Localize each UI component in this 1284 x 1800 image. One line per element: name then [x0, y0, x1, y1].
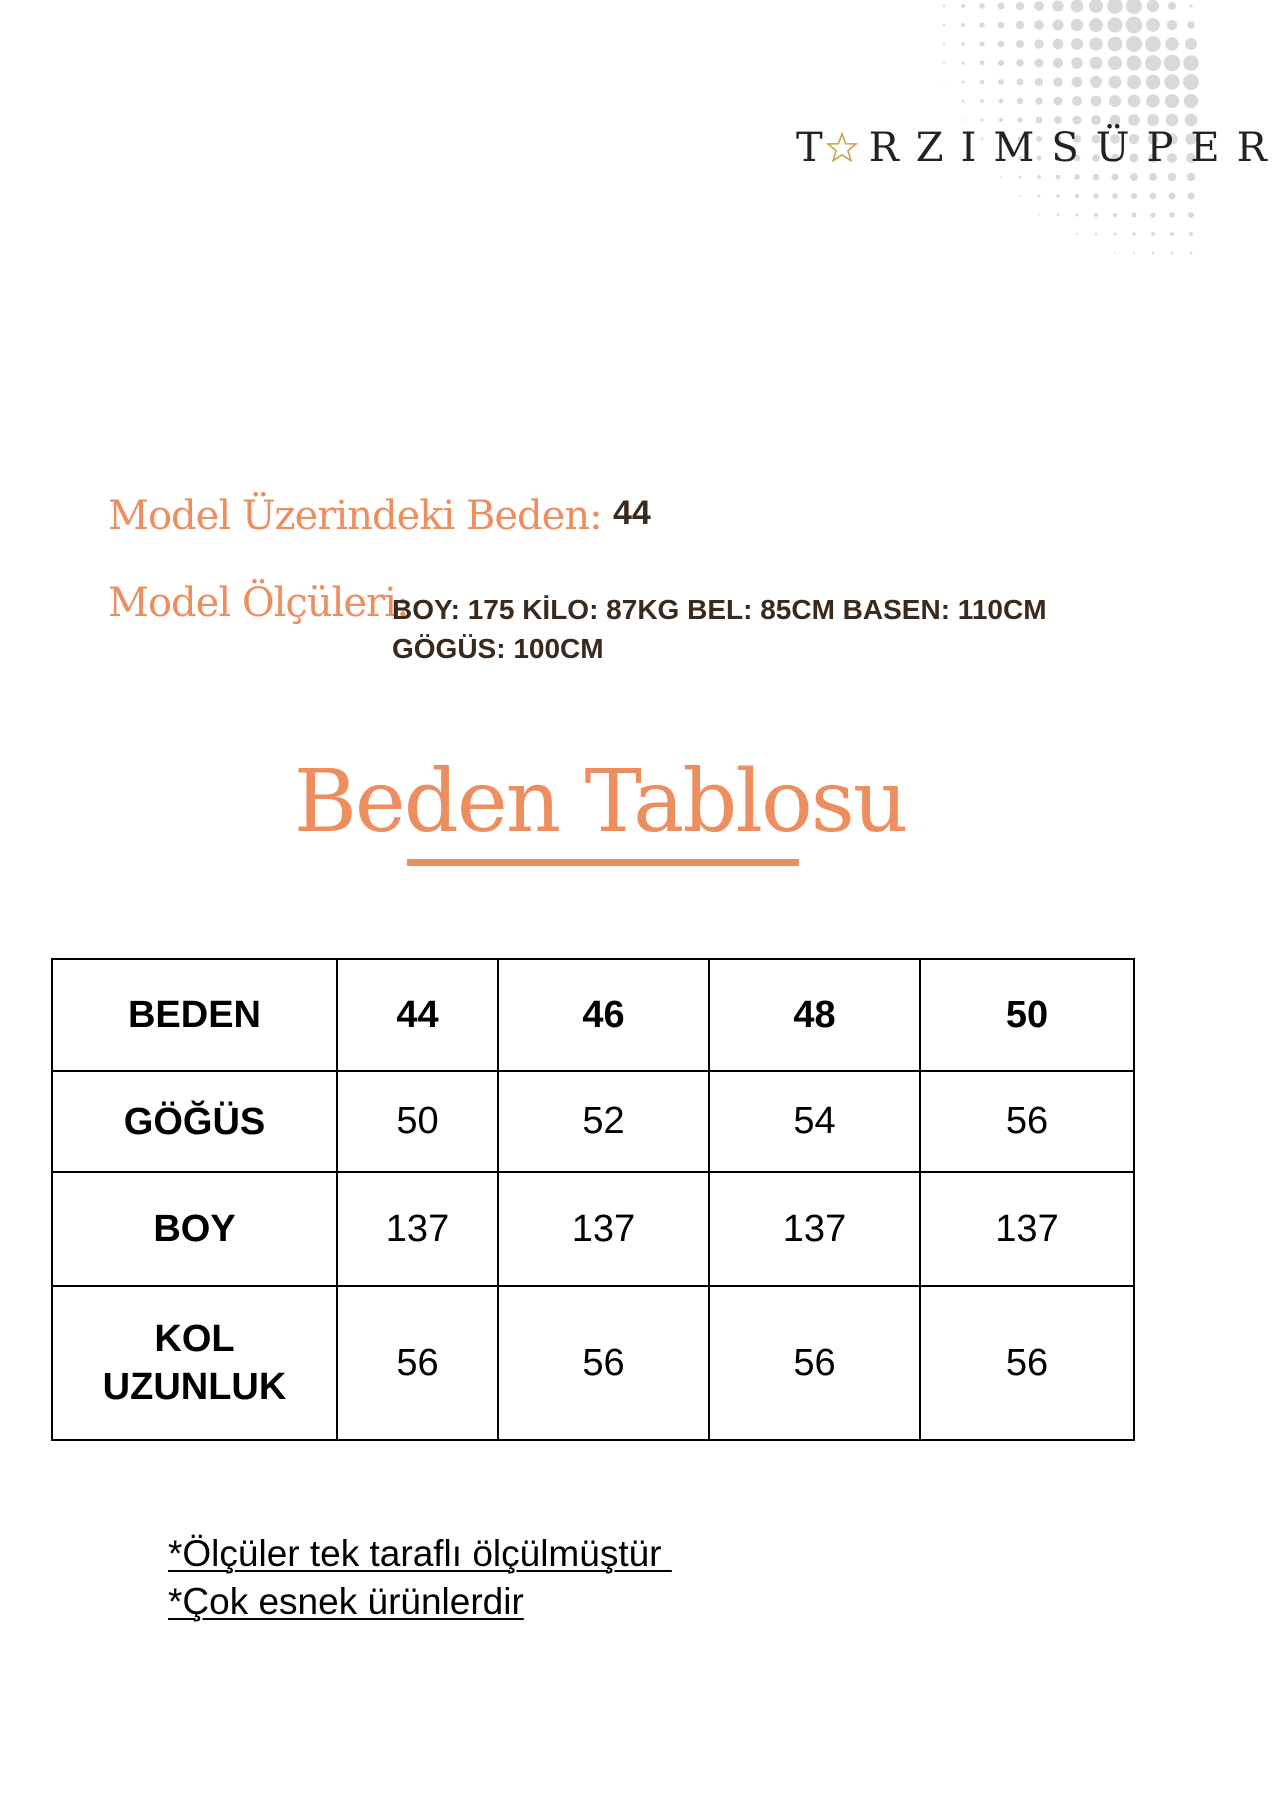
model-size-label: Model Üzerindeki Beden:: [108, 493, 602, 539]
decorative-dot: [979, 3, 984, 8]
brand-logo-text: RZIMSÜPER: [868, 125, 1284, 171]
decorative-dot: [1126, 17, 1143, 34]
decorative-dot: [1038, 214, 1040, 216]
decorative-dot: [1108, 75, 1121, 88]
model-measurements-line-2: GÖGÜS: 100CM: [392, 633, 604, 664]
table-cell: 137: [920, 1172, 1134, 1286]
decorative-dot: [1132, 213, 1137, 218]
decorative-dot: [943, 5, 946, 8]
notes: [168, 1530, 672, 1626]
decorative-dot: [1131, 193, 1137, 199]
table-cell: 56: [498, 1286, 709, 1440]
decorative-dot: [1146, 94, 1160, 108]
decorative-dot: [1089, 37, 1102, 50]
decorative-dot: [980, 118, 983, 121]
decorative-dot: [1168, 2, 1176, 10]
decorative-dot: [980, 80, 984, 84]
decorative-dot: [1108, 56, 1122, 70]
note-item: *Ölçüler tek taraflı ölçülmüştür: [168, 1533, 672, 1574]
decorative-dot: [1164, 55, 1181, 72]
table-cell: 56: [920, 1286, 1134, 1440]
decorative-dot: [1072, 96, 1082, 106]
decorative-dot: [998, 60, 1004, 66]
decorative-dot: [999, 118, 1003, 122]
decorative-dot: [1107, 17, 1122, 32]
decorative-dot: [980, 61, 985, 66]
decorative-dot: [1111, 173, 1118, 180]
decorative-dot: [1165, 37, 1178, 50]
decorative-dot: [1110, 115, 1121, 126]
table-cell: 54: [709, 1071, 920, 1172]
decorative-dot: [1189, 232, 1193, 236]
decorative-dot: [998, 98, 1003, 103]
decorative-dot: [962, 81, 965, 84]
decorative-dot: [1165, 94, 1179, 108]
table-row: [52, 1172, 1134, 1286]
decorative-dot: [1071, 0, 1084, 12]
table-header-cell: BEDEN: [52, 959, 337, 1071]
decorative-dot: [1187, 21, 1195, 29]
decorative-dot: [1184, 94, 1198, 108]
decorative-dot: [943, 62, 945, 64]
decorative-dot: [1126, 36, 1142, 52]
decorative-dot: [961, 4, 965, 8]
decorative-dot: [1095, 233, 1098, 236]
decorative-dot: [1053, 58, 1063, 68]
decorative-dot: [1034, 39, 1043, 48]
decorative-dot: [943, 43, 945, 45]
decorative-dot: [1112, 193, 1118, 199]
decorative-dot: [1034, 20, 1044, 30]
decorative-dot: [1075, 213, 1078, 216]
decorative-dot: [1093, 174, 1099, 180]
decorative-dot: [1000, 176, 1002, 178]
decorative-dot: [1149, 173, 1157, 181]
decorative-dot: [1038, 195, 1041, 198]
decorative-dot: [1076, 233, 1078, 235]
decorative-dot: [1145, 36, 1161, 52]
decorative-dot: [998, 41, 1005, 48]
decorative-dot: [1189, 4, 1192, 7]
decorative-dot: [1151, 232, 1155, 236]
title-underline: [407, 859, 799, 866]
decorative-dot: [1187, 173, 1196, 182]
decorative-dot: [1054, 116, 1062, 124]
row-label-line-2: UZUNLUK: [102, 1366, 287, 1408]
decorative-dot: [1017, 98, 1023, 104]
decorative-dot: [1016, 40, 1024, 48]
brand-logo: [796, 125, 1284, 171]
decorative-dot: [1127, 75, 1141, 89]
decorative-dot: [1056, 175, 1061, 180]
decorative-dot: [1091, 96, 1102, 107]
decorative-dot: [1164, 74, 1179, 89]
decorative-dot: [961, 23, 965, 27]
decorative-dot: [943, 24, 945, 26]
decorative-dot: [1126, 55, 1141, 70]
decorative-dot: [1109, 95, 1121, 107]
decorative-dot: [1075, 194, 1079, 198]
decorative-dot: [1093, 193, 1098, 198]
decorative-dot: [1091, 115, 1101, 125]
row-label-line-1: KOL: [154, 1318, 235, 1360]
decorative-dot: [1094, 213, 1098, 217]
decorative-dot: [1071, 19, 1083, 31]
decorative-dot: [1019, 176, 1022, 179]
decorative-dot: [1145, 55, 1161, 71]
decorative-dot: [1108, 37, 1123, 52]
table-cell: 56: [709, 1286, 920, 1440]
row-label: BOY: [52, 1172, 337, 1286]
row-label: [52, 1286, 337, 1440]
decorative-dot: [1167, 20, 1177, 30]
decorative-dot: [1036, 117, 1043, 124]
decorative-dot: [1035, 78, 1043, 86]
decorative-dot: [1054, 97, 1063, 106]
decorative-dot: [1183, 55, 1199, 71]
decorative-dot: [1073, 116, 1082, 125]
decorative-dot: [961, 61, 964, 64]
decorative-dot: [961, 42, 965, 46]
decorative-dot: [962, 100, 964, 102]
decorative-dot: [1146, 18, 1160, 32]
table-header-row: [52, 959, 1134, 1071]
model-size-value: 44: [613, 494, 651, 532]
decorative-dot: [1035, 59, 1044, 68]
decorative-dot: [943, 81, 945, 83]
table-row: [52, 1071, 1134, 1172]
decorative-dot: [1190, 252, 1193, 255]
decorative-dot: [1052, 0, 1063, 11]
decorative-dot: [1132, 232, 1136, 236]
decorative-dot: [1183, 74, 1199, 90]
brand-logo-prefix: T: [796, 125, 823, 171]
decorative-dot: [1146, 75, 1161, 90]
decorative-dot: [1185, 38, 1197, 50]
decorative-dot: [1170, 232, 1174, 236]
decorative-dot: [1113, 232, 1116, 235]
decorative-dot: [1128, 95, 1141, 108]
decorative-dot: [1016, 21, 1024, 29]
decorative-dot: [1035, 97, 1043, 105]
table-header-cell: 46: [498, 959, 709, 1071]
decorative-dot: [980, 99, 984, 103]
decorative-dot: [1114, 252, 1116, 254]
size-chart-title: Beden Tablosu: [293, 752, 907, 852]
decorative-dot: [1053, 77, 1063, 87]
decorative-dot: [1130, 173, 1138, 181]
decorative-dot: [1071, 38, 1083, 50]
decorative-dot: [1019, 195, 1021, 197]
decorative-dot: [979, 22, 984, 27]
decorative-dot: [1090, 57, 1103, 70]
size-table: [51, 958, 1135, 1441]
table-cell: 52: [498, 1071, 709, 1172]
decorative-dot: [1072, 77, 1083, 88]
decorative-dot: [1169, 212, 1175, 218]
decorative-dot: [1017, 79, 1024, 86]
decorative-dot: [1168, 173, 1176, 181]
decorative-dot: [1147, 0, 1159, 12]
decorative-dot: [1126, 0, 1142, 14]
decorative-dot: [1113, 213, 1117, 217]
decorative-dot: [1016, 2, 1024, 10]
decorative-dot: [998, 79, 1004, 85]
decorative-dot: [1150, 193, 1157, 200]
table-header-cell: 44: [337, 959, 498, 1071]
note-item: *Çok esnek ürünlerdir: [168, 1581, 524, 1622]
decorative-dot: [998, 22, 1005, 29]
table-cell: 56: [337, 1286, 498, 1440]
decorative-dot: [1187, 192, 1194, 199]
decorative-dot: [1071, 57, 1083, 69]
table-header-cell: 48: [709, 959, 920, 1071]
model-measurements-value: [392, 590, 1112, 668]
model-measurements-line-1: BOY: 175 KİLO: 87KG BEL: 85CM BASEN: 110CM: [392, 594, 1047, 625]
decorative-dot: [962, 119, 964, 121]
decorative-dot: [1053, 39, 1064, 50]
table-cell: 137: [337, 1172, 498, 1286]
decorative-dot: [1017, 117, 1023, 123]
decorative-dot: [1037, 175, 1041, 179]
star-icon: [825, 131, 859, 165]
model-measurements-label: Model Ölçüleri:: [108, 580, 409, 626]
decorative-dot: [1074, 174, 1080, 180]
decorative-dot: [1107, 0, 1123, 14]
table-header-cell: 50: [920, 959, 1134, 1071]
table-cell: 137: [498, 1172, 709, 1286]
decorative-dot: [1052, 19, 1063, 30]
decorative-dot: [998, 3, 1005, 10]
decorative-dot: [1171, 252, 1174, 255]
decorative-dot: [1056, 194, 1060, 198]
table-cell: 50: [337, 1071, 498, 1172]
table-row: [52, 1286, 1134, 1440]
decorative-dot: [1089, 0, 1103, 13]
decorative-dot: [1016, 59, 1024, 67]
decorative-dot: [1090, 76, 1102, 88]
decorative-dot: [1169, 193, 1176, 200]
decorative-dot: [979, 41, 984, 46]
decorative-dot: [1188, 212, 1194, 218]
decorative-dot: [1057, 214, 1059, 216]
row-label: GÖĞÜS: [52, 1071, 337, 1172]
decorative-dot: [1034, 1, 1044, 11]
decorative-dot: [1089, 18, 1103, 32]
table-cell: 137: [709, 1172, 920, 1286]
decorative-dot: [1133, 252, 1135, 254]
table-cell: 56: [920, 1071, 1134, 1172]
decorative-dot: [1152, 252, 1154, 254]
decorative-dot: [1150, 212, 1155, 217]
